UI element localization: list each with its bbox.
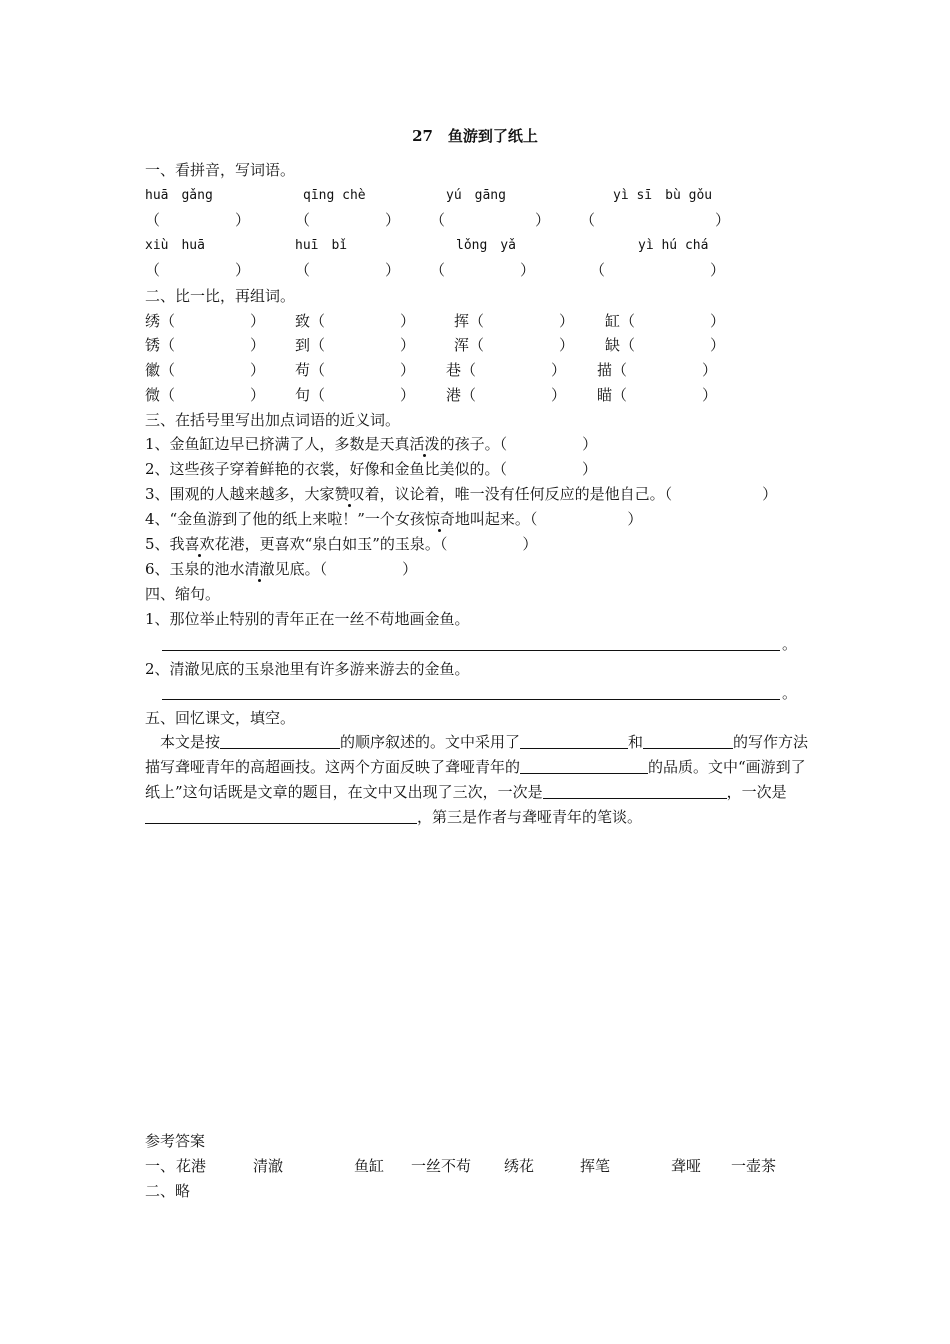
- pinyin-1-4: yì sī bù gǒu: [613, 188, 713, 203]
- answer-brackets: （ ）: [590, 261, 726, 279]
- answer-item: 清澈: [253, 1157, 284, 1175]
- compare-char: 巷: [446, 361, 462, 379]
- compare-char: 瞄: [597, 386, 613, 404]
- page-title: 27 鱼游到了纸上: [412, 127, 538, 145]
- compare-char: 微: [145, 386, 161, 404]
- dotted-word: 活泼: [409, 435, 440, 453]
- answer-item: 挥笔: [580, 1157, 611, 1175]
- compare-char: 缸: [605, 312, 621, 330]
- section3-heading: 三、在括号里写出加点词语的近义词。: [145, 411, 401, 429]
- fill-blank[interactable]: [605, 782, 727, 799]
- pinyin-2-1: xiù huā: [145, 238, 205, 253]
- fill-blank[interactable]: [145, 807, 417, 824]
- section4-heading: 四、缩句。: [145, 585, 221, 603]
- period: 。: [782, 684, 798, 702]
- fill-blank[interactable]: [543, 782, 605, 799]
- compare-char: 描: [597, 361, 613, 379]
- synonym-question-1: 1、金鱼缸边早已挤满了人，多数是天真活泼的孩子。（ ）: [145, 435, 598, 453]
- answer-brackets: （ ）: [430, 261, 536, 279]
- answers-row2: 二、略: [145, 1182, 191, 1200]
- answer-brackets: （ ）: [295, 261, 401, 279]
- fill-blank[interactable]: [220, 732, 340, 749]
- pinyin-2-4: yì hú chá: [638, 238, 709, 253]
- answer-item: 绣花: [504, 1157, 535, 1175]
- period: 。: [782, 635, 798, 653]
- section1-heading: 一、看拼音，写词语。: [145, 161, 296, 179]
- synonym-question-5: 5、我喜欢花港，更喜欢“泉白如玉”的玉泉。（ ）: [145, 535, 538, 553]
- compare-char: 挥: [454, 312, 470, 330]
- dotted-word: 惊奇: [424, 510, 455, 528]
- compare-char: 港: [446, 386, 462, 404]
- pinyin-2-3: lǒng yǎ: [456, 238, 516, 253]
- answer-brackets: （ ）: [430, 211, 551, 229]
- section5-heading: 五、回忆课文，填空。: [145, 709, 296, 727]
- compare-char: 致: [295, 312, 311, 330]
- compare-char: 徽: [145, 361, 161, 379]
- dotted-word: 喜欢: [184, 535, 215, 553]
- answer-line[interactable]: [162, 699, 780, 700]
- answer-line[interactable]: [162, 650, 780, 651]
- synonym-question-2: 2、这些孩子穿着鲜艳的衣裳，好像和金鱼比美似的。（ ）: [145, 460, 598, 478]
- fill-blank[interactable]: [520, 757, 648, 774]
- answer-item: 一壶茶: [731, 1157, 777, 1175]
- answer-brackets: （ ）: [145, 211, 251, 229]
- compare-char: 到: [295, 336, 311, 354]
- answers-row1-label: 一、: [145, 1157, 176, 1175]
- compare-char: 锈: [145, 336, 161, 354]
- pinyin-1-2: qīng chè: [303, 188, 366, 203]
- synonym-question-4: 4、“金鱼游到了他的纸上来啦！”一个女孩惊奇地叫起来。（ ）: [145, 510, 643, 528]
- fill-blank[interactable]: [643, 732, 733, 749]
- pinyin-1-1: huā gǎng: [145, 188, 213, 203]
- answer-item: 花港: [176, 1157, 207, 1175]
- answer-item: 一丝不苟: [411, 1157, 472, 1175]
- condense-question-2: 2、清澈见底的玉泉池里有许多游来游去的金鱼。: [145, 660, 470, 678]
- answer-item: 鱼缸: [354, 1157, 385, 1175]
- dotted-word: 赞叹: [334, 485, 365, 503]
- answer-brackets: （ ）: [580, 211, 731, 229]
- compare-char: 苟: [295, 361, 311, 379]
- pinyin-2-2: huī bǐ: [295, 238, 348, 253]
- compare-char: 浑: [454, 336, 470, 354]
- pinyin-1-3: yú gāng: [446, 188, 506, 203]
- section2-heading: 二、比一比，再组词。: [145, 287, 296, 305]
- answer-brackets: （ ）: [145, 261, 251, 279]
- fill-in-paragraph: 本文是按 的顺序叙述的。文中采用了 和 的写作方法描写聋哑青年的高超画技。这两个方面反映了聋哑青年的 的品质。文中“画游到了纸上”这句话既是文章的题目，在文中又出现了三次，一次是 ，一次是，第三是作者与聋哑青年的笔谈。: [145, 733, 809, 826]
- synonym-question-3: 3、围观的人越来越多，大家赞叹着，议论着，唯一没有任何反应的是他自己。（ ）: [145, 485, 778, 503]
- answer-brackets: （ ）: [295, 211, 401, 229]
- compare-char: 句: [295, 386, 311, 404]
- compare-char: 绣: [145, 312, 161, 330]
- synonym-question-6: 6、玉泉的池水清澈见底。（ ）: [145, 560, 418, 578]
- compare-char: 缺: [605, 336, 621, 354]
- dotted-word: 清澈: [244, 560, 275, 578]
- fill-blank[interactable]: [520, 732, 628, 749]
- answer-item: 聋哑: [671, 1157, 702, 1175]
- answers-heading: 参考答案: [145, 1132, 206, 1150]
- condense-question-1: 1、那位举止特别的青年正在一丝不苟地画金鱼。: [145, 610, 470, 628]
